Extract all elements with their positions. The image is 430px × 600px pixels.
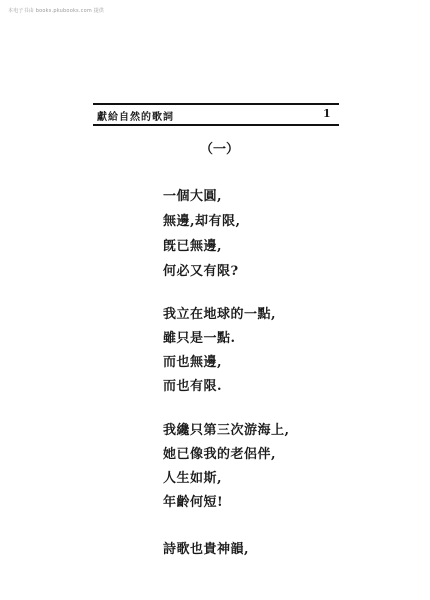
poem-line: 無邊,却有限, [163,214,241,229]
running-header-title: 獻給自然的歌詞 [97,112,174,123]
poem-line: 詩歌也貴神韻, [163,542,250,557]
section-title: （一） [200,142,240,157]
poem-line: 我纔只第三次游海上, [163,423,290,438]
poem-line: 雖只是一點. [163,331,236,346]
poem-line: 一個大圓, [163,189,223,204]
poem-line: 而也有限. [163,379,223,394]
watermark-text: 本电子书由 books.pkubooks.com 提供 [8,8,105,14]
poem-line: 旣已無邊, [163,239,223,254]
poem-line: 她已像我的老侶伴, [163,447,277,462]
poem-line: 而也無邊, [163,355,223,370]
page-number: 1 [323,107,331,120]
header-top-rule [93,103,339,105]
poem-line: 年齡何短! [163,495,224,510]
poem-line: 人生如斯, [163,471,223,486]
header-bottom-rule [93,124,339,126]
poem-line: 何必又有限? [163,264,239,279]
poem-line: 我立在地球的一點, [163,307,277,322]
